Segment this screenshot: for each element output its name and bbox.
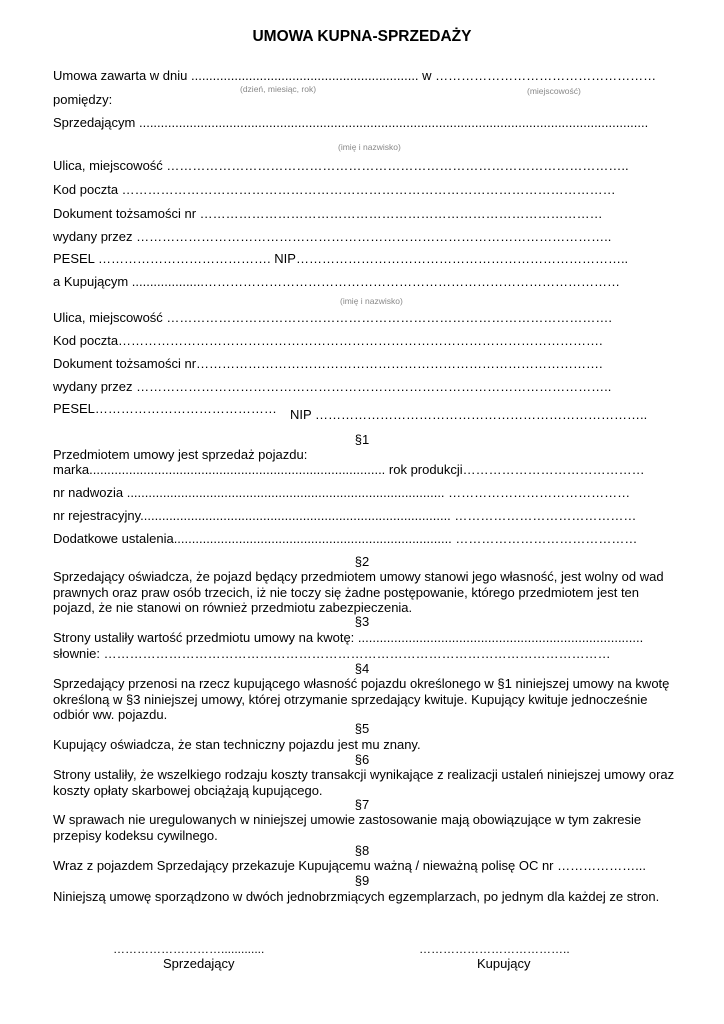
buyer-pesel-line: PESEL…………………………………… <box>53 401 277 416</box>
seller-issued-line: wydany przez ……………………………………………………………………………………………….. <box>53 229 612 244</box>
between-label: pomiędzy: <box>53 92 113 107</box>
seller-pesel-nip-line: PESEL …………………………………. NIP………………………………………………………………….. <box>53 251 629 266</box>
section-2-text: Sprzedający oświadcza, że pojazd będący przedmiotem umowy stanowi jego własność, jest wolny od wad prawnych oraz praw osób trzecich, iż nie toczy się żadne postępowanie, którego przedmiotem jest ten pojazd, że nie stanowi on również przedmiotu zabezpieczenia. <box>53 569 664 615</box>
seller-signature-label: Sprzedający <box>163 956 235 971</box>
buyer-id-line: Dokument tożsamości nr…………………………………………………………………………………. <box>53 356 603 371</box>
section-9-heading: §9 <box>354 873 370 888</box>
price-line: Strony ustaliły wartość przedmiotu umowy na kwotę: ............................................................................... <box>53 630 644 645</box>
section-2-heading: §2 <box>354 554 370 569</box>
section-4-heading: §4 <box>354 661 370 676</box>
section-1-intro: Przedmiotem umowy jest sprzedaż pojazdu: <box>53 447 308 462</box>
buyer-issued-line: wydany przez ……………………………………………………………………………………………….. <box>53 379 612 394</box>
buyer-postcode-line: Kod poczta…………………………………………………………………………………………………. <box>53 333 603 348</box>
section-3-heading: §3 <box>354 614 370 629</box>
section-7-heading: §7 <box>354 797 370 812</box>
section-1-heading: §1 <box>354 432 370 447</box>
buyer-signature-line: ……………………………….. <box>419 942 570 956</box>
buyer-name-line: a Kupującym ....................…………………………………………………………………………………… <box>53 274 620 289</box>
date-hint: (dzień, miesiąc, rok) <box>240 84 317 94</box>
section-8-text: Wraz z pojazdem Sprzedający przekazuje Kupującemu ważną / nieważną polisę OC nr ………………... <box>53 858 646 873</box>
section-6-text: Strony ustaliły, że wszelkiego rodzaju koszty transakcji wynikające z realizacji ustaleń niniejszej umowy oraz koszty opłaty skarbowej obciążają kupującego. <box>53 767 675 798</box>
date-place-line: Umowa zawarta w dniu ............................................................... w …………………………………………… <box>53 68 657 83</box>
section-5-heading: §5 <box>354 721 370 736</box>
section-6-heading: §6 <box>354 752 370 767</box>
additional-terms-line: Dodatkowe ustalenia............................................................................. …………………………………… <box>53 531 638 546</box>
seller-name-hint: (imię i nazwisko) <box>338 142 401 152</box>
seller-name-line: Sprzedającym ............................................................................................................................................. <box>53 115 649 130</box>
buyer-signature-label: Kupujący <box>477 956 531 971</box>
price-words-line: słownie: ……………………………………………………………………………………………………… <box>53 646 611 661</box>
section-4-text: Sprzedający przenosi na rzecz kupującego własność pojazdu określonego w §1 niniejszej umowy na kwotę określoną w §3 niniejszej umowy, której otrzymanie sprzedający kwituje. Kupujący kwituje jednocześnie odbiór ww. pojazdu. <box>53 676 670 722</box>
seller-street-line: Ulica, miejscowość …………………………………………………………………………………………….. <box>53 158 629 173</box>
seller-postcode-line: Kod poczta …………………………………………………………………………………………………… <box>53 182 616 197</box>
buyer-nip-line: NIP ………………………………………………………………….. <box>290 407 648 422</box>
section-5-text: Kupujący oświadcza, że stan techniczny pojazdu jest mu znany. <box>53 737 421 752</box>
document-title: UMOWA KUPNA-SPRZEDAŻY <box>252 28 472 45</box>
seller-signature-line: ………………………............. <box>113 942 265 956</box>
section-7-text: W sprawach nie uregulowanych w niniejszej umowie zastosowanie mają obowiązujące w tym zakresie przepisy kodeksu cywilnego. <box>53 812 642 843</box>
buyer-street-line: Ulica, miejscowość …………………………………………………………………………………………. <box>53 310 613 325</box>
vehicle-make-line: marka.................................................................................. rok produkcji…………………………………… <box>53 462 645 477</box>
vehicle-registration-line: nr rejestracyjny...................................................................................... …………………………………… <box>53 508 637 523</box>
buyer-name-hint: (imię i nazwisko) <box>340 296 403 306</box>
vehicle-vin-line: nr nadwozia ........................................................................................ …………………………………… <box>53 485 631 500</box>
section-8-heading: §8 <box>354 843 370 858</box>
seller-id-line: Dokument tożsamości nr ………………………………………………………………………………… <box>53 206 603 221</box>
section-9-text: Niniejszą umowę sporządzono w dwóch jednobrzmiących egzemplarzach, po jednym dla każdej ze stron. <box>53 889 660 904</box>
place-hint: (miejscowość) <box>527 86 581 96</box>
